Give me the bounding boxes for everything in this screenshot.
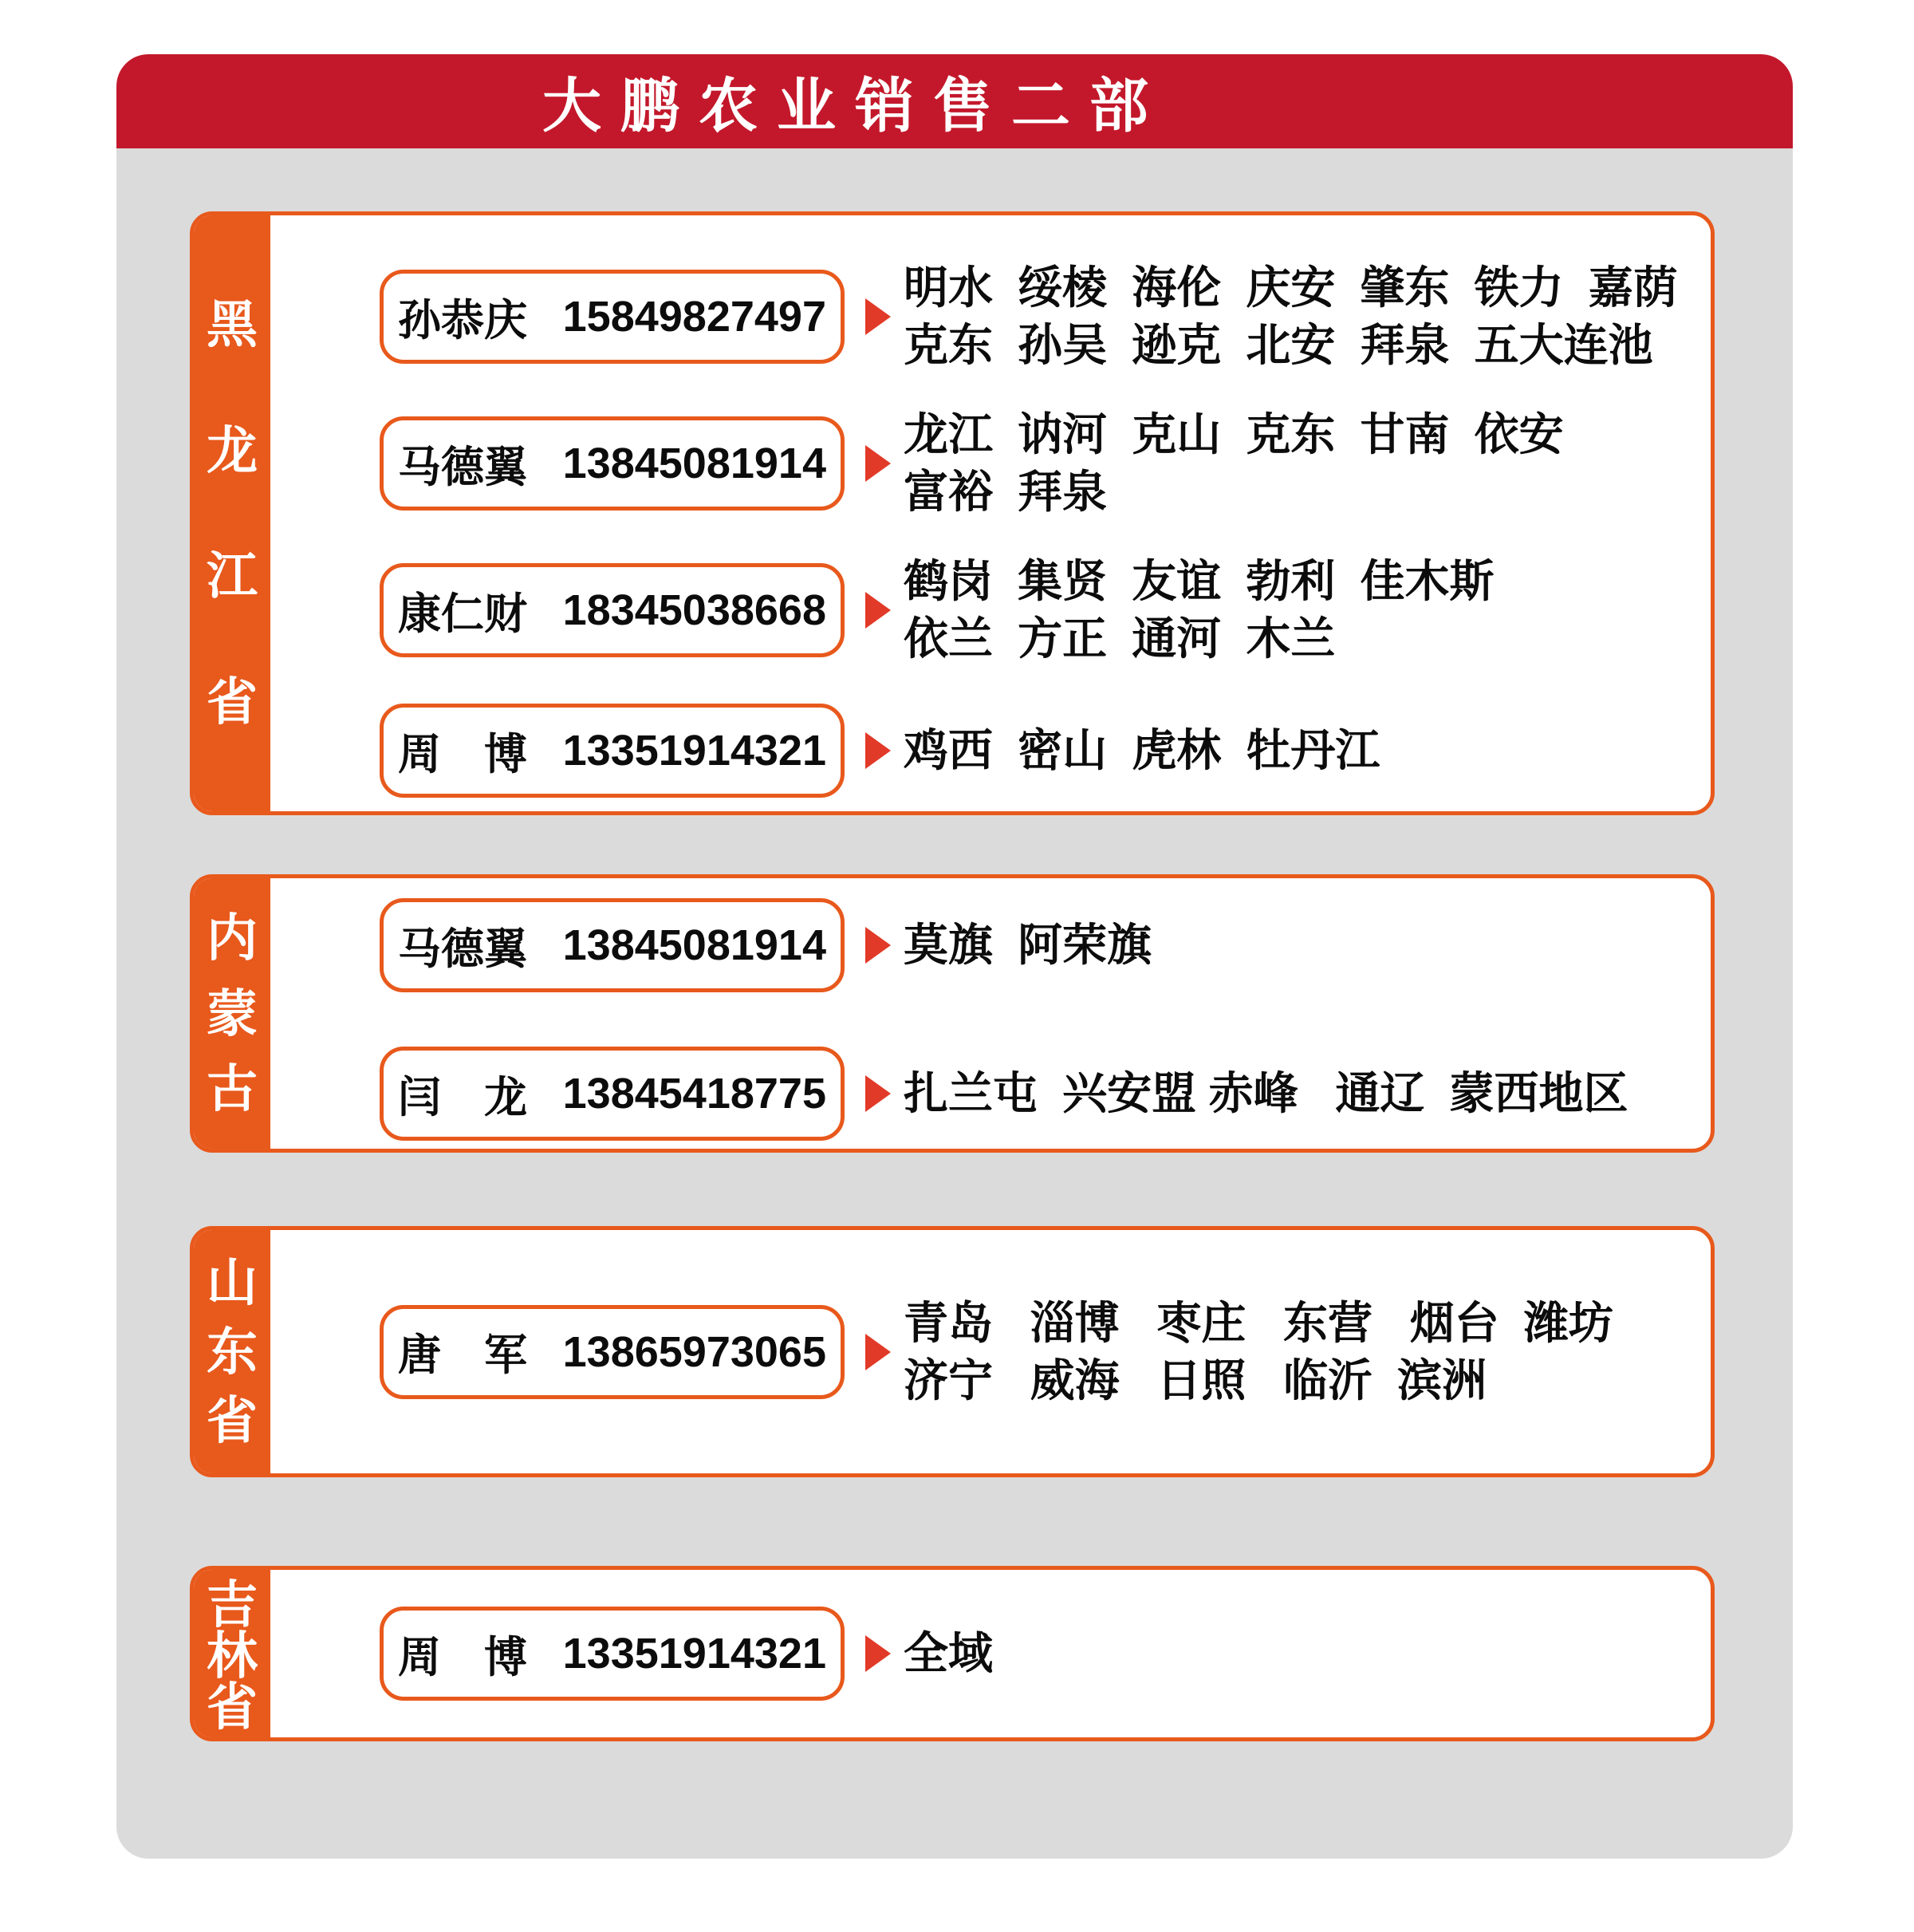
arrow-right-icon (865, 1334, 891, 1370)
contact-row (380, 1047, 1703, 1141)
contact-row (380, 1295, 1703, 1410)
contact-card (380, 704, 845, 798)
region-line: 明水 绥棱 海伦 庆安 肇东 铁力 嘉荫 (904, 262, 1678, 313)
region-line: 鸡西 密山 虎林 牡丹江 (904, 725, 1380, 775)
contact-card (380, 1305, 845, 1399)
region-list (904, 406, 1564, 521)
province-char: 省 (207, 672, 258, 731)
section-neimenggu (190, 874, 1715, 1153)
region-line: 莫旗 阿荣旗 (904, 920, 1152, 970)
section-shandong (190, 1226, 1715, 1477)
contact-name: 周 博 (398, 1633, 527, 1682)
contact-phone: 13845418775 (562, 1070, 826, 1118)
contact-name: 康仁财 (398, 589, 527, 638)
contact-row (380, 259, 1703, 374)
contact-name: 马德翼 (398, 925, 527, 973)
region-list (904, 1625, 993, 1682)
contact-card (380, 1047, 845, 1141)
region-list (904, 1065, 1628, 1122)
section-heilongjiang (190, 211, 1715, 815)
contact-name: 孙恭庆 (398, 296, 527, 345)
contact-phone: 18345038668 (562, 586, 826, 634)
province-label-jilin (194, 1570, 270, 1737)
province-char: 内 (207, 909, 258, 967)
contact-phone: 13351914321 (562, 727, 826, 775)
arrow-right-icon (865, 1075, 891, 1112)
contact-row (380, 406, 1703, 521)
contact-phone: 13351914321 (562, 1630, 826, 1678)
contact-phone: 13865973065 (562, 1327, 826, 1376)
region-line: 扎兰屯 兴安盟 赤峰 通辽 蒙西地区 (904, 1068, 1628, 1118)
region-list (904, 553, 1494, 668)
contact-card (380, 898, 845, 992)
contact-card (380, 270, 845, 364)
contact-card (380, 1607, 845, 1701)
contact-name: 闫 龙 (398, 1073, 527, 1122)
section-content (270, 1230, 1711, 1473)
arrow-right-icon (865, 592, 891, 629)
province-char: 龙 (207, 421, 258, 479)
arrow-right-icon (865, 927, 891, 964)
region-list (904, 259, 1678, 374)
region-list (904, 1295, 1613, 1410)
province-char: 山 (207, 1254, 258, 1312)
contact-phone: 15849827497 (562, 293, 826, 341)
section-jilin (190, 1566, 1715, 1741)
province-char: 省 (207, 1391, 258, 1449)
contact-phone: 13845081914 (562, 921, 826, 969)
province-char: 吉 (207, 1576, 258, 1634)
region-list (904, 722, 1380, 779)
contact-row (380, 553, 1703, 668)
section-content (270, 215, 1711, 811)
province-char: 江 (207, 547, 258, 605)
province-char: 黑 (207, 296, 258, 354)
contact-row (380, 898, 1703, 992)
region-line: 克东 孙吴 逊克 北安 拜泉 五大连池 (904, 320, 1653, 370)
board-header (116, 54, 1793, 148)
province-label-heilongjiang (194, 215, 270, 811)
province-label-shandong (194, 1230, 270, 1473)
arrow-right-icon (865, 445, 891, 482)
region-list (904, 917, 1152, 974)
contact-name: 马德翼 (398, 443, 527, 491)
region-line: 依兰 方正 通河 木兰 (904, 613, 1336, 664)
province-char: 林 (207, 1627, 258, 1685)
contact-name: 周 博 (398, 730, 527, 779)
province-char: 古 (207, 1060, 258, 1118)
arrow-right-icon (865, 298, 891, 335)
province-label-neimenggu (194, 878, 270, 1149)
region-line: 青岛 淄博 枣庄 东营 烟台 潍坊 (904, 1297, 1613, 1348)
arrow-right-icon (865, 1635, 891, 1672)
region-line: 龙江 讷河 克山 克东 甘南 依安 (904, 409, 1564, 459)
province-char: 蒙 (207, 984, 258, 1043)
region-line: 全域 (904, 1628, 993, 1678)
section-content (270, 1570, 1711, 1737)
contact-card (380, 416, 845, 511)
province-char: 省 (207, 1678, 258, 1736)
board-body (116, 148, 1793, 1859)
page-title: 大鹏农业销售二部 (542, 73, 1168, 139)
arrow-right-icon (865, 732, 891, 769)
region-line: 富裕 拜泉 (904, 467, 1108, 517)
province-char: 东 (207, 1323, 258, 1381)
region-line: 鹤岗 集贤 友谊 勃利 佳木斯 (904, 556, 1495, 606)
region-line: 济宁 威海 日照 临沂 滨洲 (904, 1354, 1487, 1406)
contact-row (380, 1607, 1703, 1701)
contact-row (380, 704, 1703, 798)
contact-card (380, 563, 845, 657)
sales-board (116, 54, 1793, 1859)
contact-name: 唐 军 (398, 1331, 527, 1379)
contact-phone: 13845081914 (562, 440, 826, 487)
section-content (270, 878, 1711, 1149)
